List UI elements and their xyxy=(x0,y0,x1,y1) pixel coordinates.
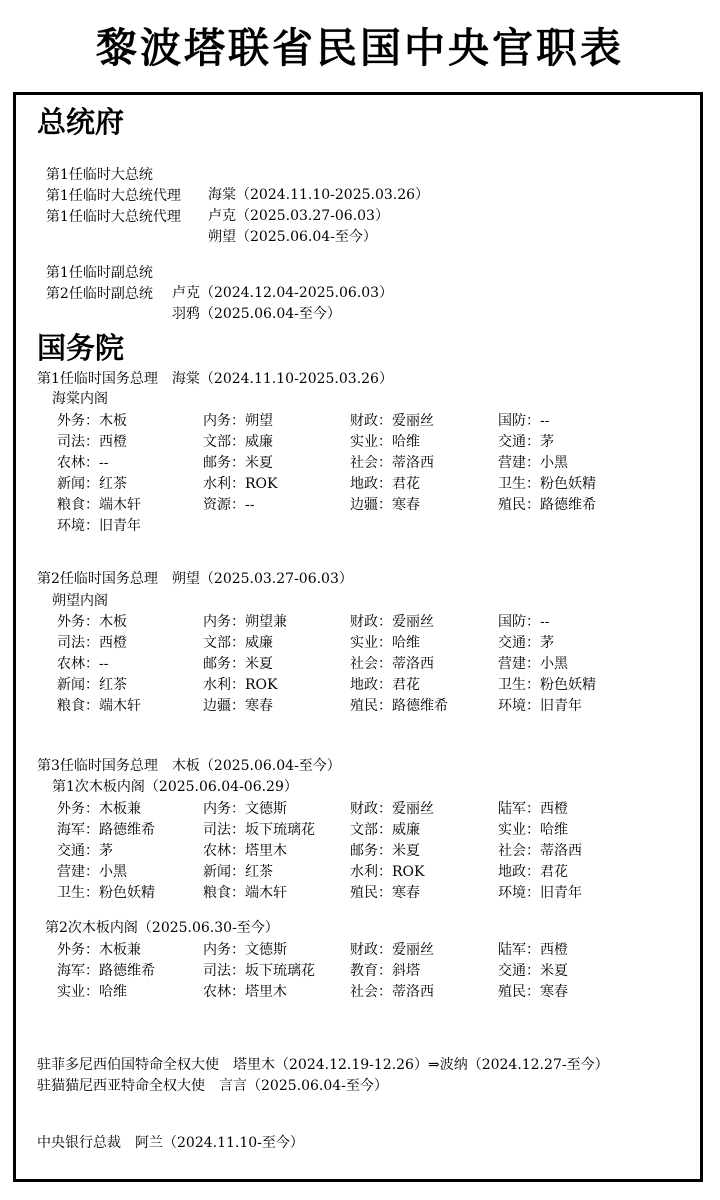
vice-president-post: 第2任临时副总统 xyxy=(45,286,153,302)
cabinet-minister: 社会：蒂洛西 xyxy=(350,455,434,471)
president-post: 第1任临时大总统 xyxy=(45,167,153,183)
ambassador-line: 驻菲多尼西伯国特命全权大使 塔里木（2024.12.19-12.26）⇒波纳（2024.12.27-至今） xyxy=(37,1057,609,1073)
cabinet-minister: 司法：西橙 xyxy=(57,635,127,651)
cabinet-minister: 外务：木板兼 xyxy=(57,801,141,817)
cabinet-title: 第1次木板内阁（2025.06.04-06.29） xyxy=(52,779,298,795)
cabinet-title: 海棠内阁 xyxy=(52,391,108,407)
cabinet-minister: 海军：路德维希 xyxy=(57,963,155,979)
cabinet-minister: 实业：哈维 xyxy=(350,635,420,651)
vice-president-term: 羽鸦（2025.06.04-至今） xyxy=(172,306,341,322)
cabinet-minister: 邮务：米夏 xyxy=(203,455,273,471)
cabinet-minister: 文部：威廉 xyxy=(203,434,273,450)
cabinet-minister: 国防：-- xyxy=(498,413,550,429)
cabinet-minister: 农林：塔里木 xyxy=(203,984,287,1000)
section-heading-president-office: 总统府 xyxy=(37,105,125,139)
cabinet-minister: 教育：斜塔 xyxy=(350,963,420,979)
cabinet-minister: 社会：蒂洛西 xyxy=(350,656,434,672)
cabinet-minister: 陆军：西橙 xyxy=(498,942,568,958)
cabinet-minister: 文部：威廉 xyxy=(203,635,273,651)
cabinet-minister: 卫生：粉色妖精 xyxy=(498,476,596,492)
cabinet-minister: 地政：君花 xyxy=(350,476,420,492)
cabinet-minister: 水利：ROK xyxy=(203,476,278,492)
cabinet-minister: 营建：小黑 xyxy=(57,864,127,880)
cabinet-minister: 外务：木板兼 xyxy=(57,942,141,958)
president-post: 第1任临时大总统代理 xyxy=(45,209,181,225)
cabinet-minister: 水利：ROK xyxy=(203,677,278,693)
cabinet-minister: 陆军：西橙 xyxy=(498,801,568,817)
cabinet-minister: 社会：蒂洛西 xyxy=(498,843,582,859)
cabinet-minister: 交通：米夏 xyxy=(498,963,568,979)
cabinet-minister: 殖民：路德维希 xyxy=(498,497,596,513)
cabinet-minister: 新闻：红茶 xyxy=(203,864,273,880)
cabinet-minister: 内务：朔望兼 xyxy=(203,614,287,630)
cabinet-minister: 外务：木板 xyxy=(57,614,127,630)
cabinet-minister: 地政：君花 xyxy=(498,864,568,880)
cabinet-minister: 文部：威廉 xyxy=(350,822,420,838)
cabinet-minister: 内务：文德斯 xyxy=(203,801,287,817)
cabinet-minister: 资源：-- xyxy=(203,497,255,513)
cabinet-minister: 内务：朔望 xyxy=(203,413,273,429)
cabinet-minister: 殖民：寒春 xyxy=(498,984,568,1000)
cabinet-minister: 农林：塔里木 xyxy=(203,843,287,859)
cabinet-minister: 卫生：粉色妖精 xyxy=(498,677,596,693)
cabinet-minister: 环境：旧青年 xyxy=(498,698,582,714)
cabinet-minister: 实业：哈维 xyxy=(350,434,420,450)
central-bank-governor: 中央银行总裁 阿兰（2024.11.10-至今） xyxy=(37,1135,304,1151)
premier-header: 第3任临时国务总理 木板（2025.06.04-至今） xyxy=(37,758,341,774)
cabinet-minister: 海军：路德维希 xyxy=(57,822,155,838)
cabinet-minister: 内务：文德斯 xyxy=(203,942,287,958)
cabinet-minister: 卫生：粉色妖精 xyxy=(57,885,155,901)
cabinet-minister: 粮食：端木轩 xyxy=(203,885,287,901)
cabinet-minister: 粮食：端木轩 xyxy=(57,698,141,714)
cabinet-minister: 边疆：寒春 xyxy=(203,698,273,714)
cabinet-minister: 邮务：米夏 xyxy=(203,656,273,672)
cabinet-minister: 交通：茅 xyxy=(57,843,113,859)
cabinet-minister: 殖民：路德维希 xyxy=(350,698,448,714)
premier-header: 第1任临时国务总理 海棠（2024.11.10-2025.03.26） xyxy=(37,371,393,387)
page-title: 黎波塔联省民国中央官职表 xyxy=(96,24,624,72)
president-post: 第1任临时大总统代理 xyxy=(45,188,181,204)
cabinet-minister: 实业：哈维 xyxy=(498,822,568,838)
section-heading-state-council: 国务院 xyxy=(37,331,125,365)
cabinet-title: 朔望内阁 xyxy=(52,593,108,609)
cabinet-minister: 边疆：寒春 xyxy=(350,497,420,513)
ambassador-line: 驻猫猫尼西亚特命全权大使 言言（2025.06.04-至今） xyxy=(37,1078,388,1094)
president-term: 海棠（2024.11.10-2025.03.26） xyxy=(208,187,430,203)
cabinet-minister: 水利：ROK xyxy=(350,864,425,880)
cabinet-minister: 殖民：寒春 xyxy=(350,885,420,901)
cabinet-minister: 交通：茅 xyxy=(498,635,554,651)
cabinet-minister: 财政：爱丽丝 xyxy=(350,413,434,429)
cabinet-minister: 社会：蒂洛西 xyxy=(350,984,434,1000)
cabinet-minister: 国防：-- xyxy=(498,614,550,630)
cabinet-minister: 新闻：红茶 xyxy=(57,677,127,693)
premier-header: 第2任临时国务总理 朔望（2025.03.27-06.03） xyxy=(37,571,353,587)
vice-president-term: 卢克（2024.12.04-2025.06.03） xyxy=(172,285,394,301)
president-term: 卢克（2025.03.27-06.03） xyxy=(208,208,389,224)
cabinet-minister: 司法：西橙 xyxy=(57,434,127,450)
vice-president-post: 第1任临时副总统 xyxy=(45,265,153,281)
cabinet-minister: 实业：哈维 xyxy=(57,984,127,1000)
cabinet-minister: 司法：坂下琉璃花 xyxy=(203,963,315,979)
cabinet-minister: 司法：坂下琉璃花 xyxy=(203,822,315,838)
cabinet-minister: 农林：-- xyxy=(57,656,109,672)
cabinet-minister: 财政：爱丽丝 xyxy=(350,942,434,958)
cabinet-minister: 财政：爱丽丝 xyxy=(350,801,434,817)
cabinet-minister: 粮食：端木轩 xyxy=(57,497,141,513)
cabinet-minister: 地政：君花 xyxy=(350,677,420,693)
cabinet-minister: 营建：小黑 xyxy=(498,656,568,672)
cabinet-minister: 邮务：米夏 xyxy=(350,843,420,859)
president-term: 朔望（2025.06.04-至今） xyxy=(208,229,377,245)
cabinet-minister: 外务：木板 xyxy=(57,413,127,429)
cabinet-title: 第2次木板内阁（2025.06.30-至今） xyxy=(45,920,279,936)
cabinet-minister: 营建：小黑 xyxy=(498,455,568,471)
cabinet-minister: 环境：旧青年 xyxy=(498,885,582,901)
cabinet-minister: 新闻：红茶 xyxy=(57,476,127,492)
cabinet-minister: 交通：茅 xyxy=(498,434,554,450)
cabinet-minister: 环境：旧青年 xyxy=(57,518,141,534)
cabinet-minister: 财政：爱丽丝 xyxy=(350,614,434,630)
cabinet-minister: 农林：-- xyxy=(57,455,109,471)
